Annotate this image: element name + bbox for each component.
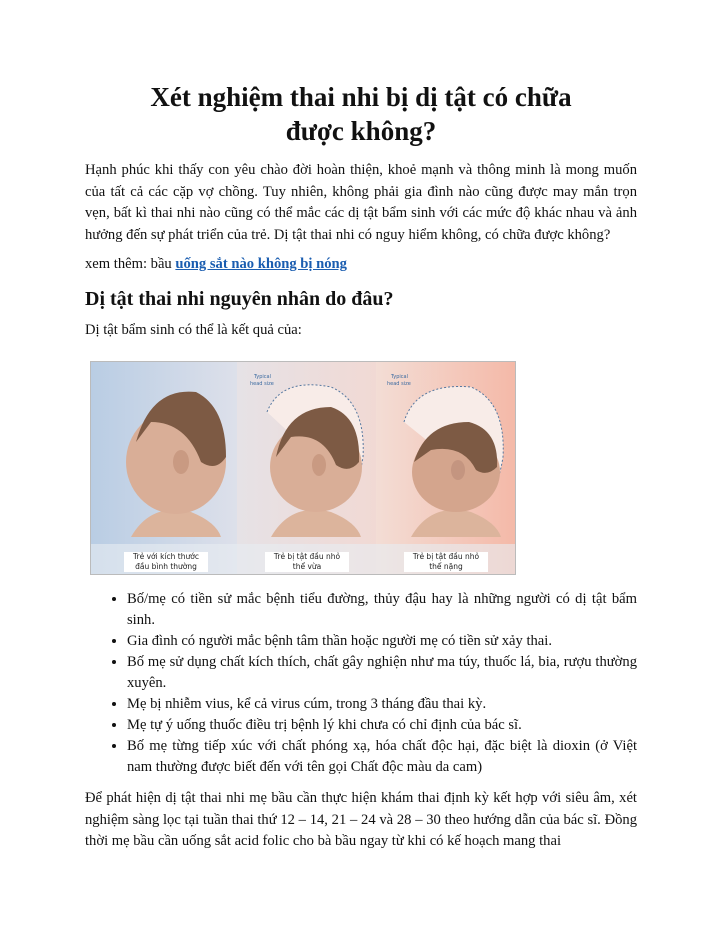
caption-severe xyxy=(404,552,488,572)
causes-list xyxy=(85,589,637,778)
caption-line: Trẻ với kích thước xyxy=(133,552,199,561)
annotation-head-size: head size xyxy=(250,381,274,387)
lead-paragraph: Dị tật bẩm sinh có thể là kết quả của: xyxy=(85,321,302,338)
intro-paragraph: Hạnh phúc khi thấy con yêu chào đời hoàn thiện, khoẻ mạnh và thông minh là mong muốn của tất cả các cặp vợ chồng. Tuy nhiên, không phải gia đình nào cũng được may mắn trọn vẹn, bất kì thai nhi nào cũng có thể mắc các dị tật bẩm sinh với các mức độ khác nhau và ảnh hưởng đến sự phát triển của trẻ. Dị tật thai nhi có nguy hiểm không, có chữa được không? xyxy=(85,162,637,243)
list-item: • Mẹ bị nhiễm vius, kể cả virus cúm, trong 3 tháng đầu thai kỳ. xyxy=(127,694,637,715)
list-item: • Bố/mẹ có tiền sử mắc bệnh tiểu đường, thủy đậu hay là những người có dị tật bẩm sinh. xyxy=(127,589,637,631)
caption-line: Trẻ bị tật đầu nhỏ xyxy=(273,552,341,561)
page-title: Xét nghiệm thai nhi bị dị tật có chữa được không? xyxy=(150,82,572,146)
list-item: • Bố mẹ sử dụng chất kích thích, chất gây nghiện như ma túy, thuốc lá, bia, rượu thường xuyên. xyxy=(127,652,637,694)
annotation-head-size-2: head size xyxy=(387,381,411,387)
article xyxy=(85,80,637,861)
see-more xyxy=(85,254,637,276)
caption-line: Trẻ bị tật đầu nhỏ xyxy=(412,552,480,561)
list-item: • Gia đình có người mắc bệnh tâm thần hoặc người mẹ có tiền sử xảy thai. xyxy=(127,631,637,652)
see-more-prefix: xem thêm: bầu xyxy=(85,256,176,272)
caption-line: thể nặng xyxy=(429,562,463,571)
annotation-typical: Typical xyxy=(254,374,271,380)
microcephaly-illustration xyxy=(90,361,516,575)
caption-line: thể vừa xyxy=(292,562,322,571)
list-item: • Mẹ tự ý uống thuốc điều trị bệnh lý khi chưa có chỉ định của bác sĩ. xyxy=(127,715,637,736)
caption-normal xyxy=(124,552,208,572)
section-heading: Dị tật thai nhi nguyên nhân do đâu? xyxy=(85,287,394,310)
annotation-typical-2: Typical xyxy=(391,374,408,380)
see-more-link[interactable]: uống sắt nào không bị nóng xyxy=(175,256,347,272)
closing-paragraph: Để phát hiện dị tật thai nhi mẹ bầu cần thực hiện khám thai định kỳ kết hợp với siêu âm, xét nghiệm sàng lọc tại tuần thai thứ 12 – 14, 21 – 24 và 28 – 30 theo hướng dẫn của bác sĩ. Đồng thời mẹ bầu cần uống sắt acid folic cho bà bầu ngay từ khi có kế hoạch mang thai xyxy=(85,790,637,849)
caption-line: đầu bình thường xyxy=(135,562,197,571)
list-item: • Bố mẹ từng tiếp xúc với chất phóng xạ, hóa chất độc hại, đặc biệt là dioxin (ở Việt nam thường được biết đến với tên gọi Chất độc màu da cam) xyxy=(127,736,637,778)
caption-moderate xyxy=(265,552,349,572)
